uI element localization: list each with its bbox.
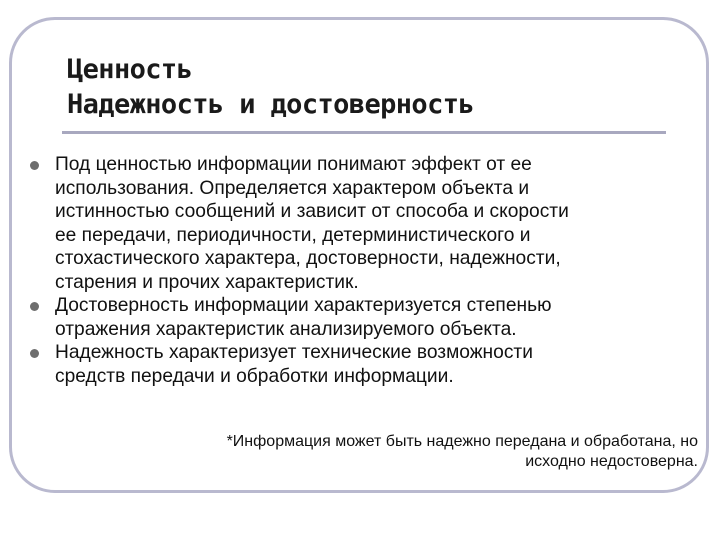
bullet-line: Надежность характеризует технические возможности bbox=[55, 342, 533, 363]
bullet-dot-icon bbox=[30, 161, 39, 170]
footnote bbox=[98, 432, 698, 472]
bullet-line: истинностью сообщений и зависит от способа и скорости bbox=[55, 201, 569, 222]
footnote-line-1: *Информация может быть надежно передана и обработана, но bbox=[226, 433, 698, 450]
slide-title-line-2: Надежность и достоверность bbox=[67, 89, 475, 120]
bullet-line: средств передачи и обработки информации. bbox=[55, 365, 454, 387]
bullet-line: старения и прочих характеристик. bbox=[55, 271, 359, 293]
slide-title bbox=[67, 52, 667, 122]
bullet-line: Под ценностью информации понимают эффект от ее bbox=[55, 154, 532, 175]
footnote-line-2: исходно недостоверна. bbox=[525, 453, 698, 470]
bullet-text-reliability bbox=[55, 294, 690, 341]
bullet-list bbox=[30, 153, 690, 388]
bullet-line: стохастического характера, достоверности, надежности, bbox=[55, 248, 561, 269]
bullet-dot-icon bbox=[30, 349, 39, 358]
bullet-line: использования. Определяется характером объекта и bbox=[55, 177, 530, 199]
bullet-item-dependability bbox=[30, 341, 690, 388]
bullet-line: отражения характеристик анализируемого объекта. bbox=[55, 318, 517, 340]
bullet-line: ее передачи, периодичности, детерминистического и bbox=[55, 224, 531, 246]
bullet-text-dependability bbox=[55, 341, 690, 388]
bullet-item-value bbox=[30, 153, 690, 294]
bullet-line: Достоверность информации характеризуется степенью bbox=[55, 295, 552, 316]
bullet-text-value bbox=[55, 153, 690, 294]
bullet-item-reliability bbox=[30, 294, 690, 341]
title-divider bbox=[62, 131, 666, 134]
slide-title-line-1: Ценность bbox=[67, 54, 193, 85]
bullet-dot-icon bbox=[30, 302, 39, 311]
